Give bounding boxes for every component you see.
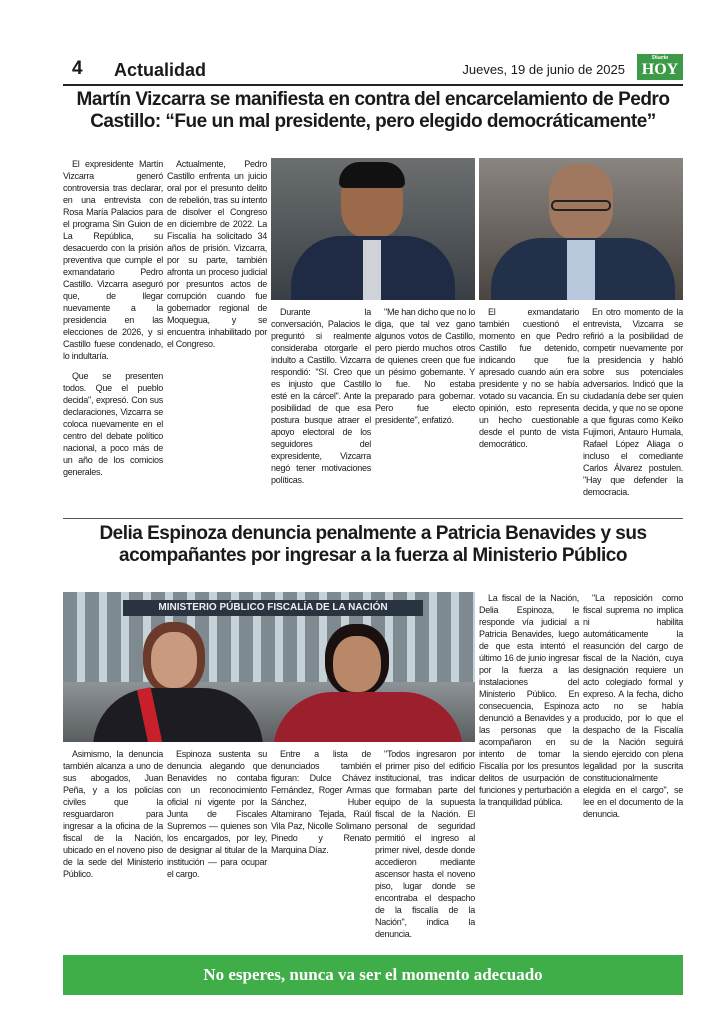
article1-column-1 — [63, 158, 163, 486]
article2-column-3 — [271, 748, 371, 864]
article-divider — [63, 518, 683, 519]
photo-benavides-espinoza — [63, 592, 475, 742]
photo-pedro-castillo — [271, 158, 475, 300]
article2-column-2 — [167, 748, 267, 888]
page-number: 4 — [72, 58, 83, 79]
paragraph: "La reposición como fiscal suprema no implica ni habilita automáticamente la reasunción del cargo de fiscal de la Nación, cuya designación requiere un acto colegiado formal y expreso. A la fecha, dicho acto no se había producido, por lo que el despacho de la Fiscalía de la Nación seguirá siendo ejercido con plena legalidad por la suscrita constitucionalmente elegida en el cargo", se lee en el documento de la denuncia. — [583, 593, 683, 819]
paragraph: Asimismo, la denuncia también alcanza a uno de sus abogados, Juan Peña, y a los policías civiles que la resguardaron para ingresar a la oficina de la fiscal de la Nación, ubicado en el noveno piso de la sede del Ministerio Público. — [63, 749, 163, 879]
paragraph: El exmandatario también cuestionó el momento en que Pedro Castillo fue detenido, indicando que fue apresado cuando aún era presidente y no se había votado su vacancia. En su opinión, esto representa un hecho cuestionable desde el punto de vista democrático. — [479, 307, 579, 449]
diario-hoy-logo[interactable] — [637, 54, 683, 80]
header-rule — [63, 84, 683, 86]
building-sign: MINISTERIO PÚBLICO FISCALÍA DE LA NACIÓN — [123, 600, 423, 616]
logo-small-text: Diario — [651, 55, 669, 61]
article1-headline: Martín Vizcarra se manifiesta en contra del encarcelamiento de Pedro Castillo: “Fue un mal presidente, pero elegido democráticamente” — [76, 89, 670, 132]
article2-column-1 — [63, 748, 163, 888]
paragraph: "Me han dicho que no lo diga, que tal vez gano algunos votos de Castillo, pero pierdo muchos otros de quienes creen que fue un pésimo gobernante. Y lo fue. No estaba preparado para gobernar. Pero fue electo presidente", enfatizó. — [375, 307, 476, 425]
paragraph: Actualmente, Pedro Castillo enfrenta un juicio oral por el presunto delito de rebelión, tras su intento de disolver el Congreso en diciembre de 2022. La Fiscalía ha solicitado 34 años de prisión. Vizcarra, por su parte, también afronta un proceso judicial por presuntos actos de corrupción cuando fue gobernador regional de Moquegua, y se encuentra inhabilitado por el Congreso. — [167, 159, 267, 349]
article1-column-3 — [271, 306, 371, 494]
paragraph: "Todos ingresaron por el primer piso del edificio institucional, tras indicar que formaban parte del equipo de la supuesta fiscal de la Nación. El personal de seguridad permitió el ingreso al primer nivel, desde donde accedieron mediante ascensor hasta el noveno piso, lugar donde se encontraba el despacho de la fiscalía de la Nación", indica la denuncia. — [375, 749, 475, 939]
article1-column-6 — [583, 306, 683, 506]
paragraph: Entre a lista de denunciados también figuran: Dulce Chávez Fernández, Roger Armas Sánchez, Huber Altamirano Tejada, Raúl Vila Paz, Nicolle Solimano Pinedo y Renato Marquina Díaz. — [271, 749, 371, 855]
paragraph: Durante la conversación, Palacios le preguntó si realmente consideraba otorgarle el indulto a Castillo. Vizcarra respondió: "Sí. Creo que es injusto que Castillo esté en la cárcel". Ante la posibilidad de que esa postura busque atraer el apoyo electoral de los seguidores del expresidente, Vizcarra negó tener motivaciones políticas. — [271, 307, 371, 485]
article1-column-2 — [167, 158, 267, 358]
article1-column-5 — [479, 306, 579, 458]
article2-headline: Delia Espinoza denuncia penalmente a Patricia Benavides y sus acompañantes por ingresar a la fuerza al Ministerio Público — [99, 523, 647, 566]
issue-date: Jueves, 19 de junio de 2025 — [462, 62, 625, 77]
article2-column-5 — [479, 592, 579, 816]
article1-column-4 — [375, 306, 475, 434]
paragraph: En otro momento de la entrevista, Vizcarra se refirió a la posibilidad de competir nuevamente por la presidencia y habló sobre sus potenciales adversarios. Indicó que la ciudadanía debe ser quien decida, y que no se opone a que figuras como Keiko Fujimori, Antauro Humala, Rafael López Aliaga o incluso el comediante Carlos Álvarez postulen. "Hay que defender la democracia. — [583, 307, 683, 497]
paragraph: La fiscal de la Nación, Delia Espinoza, le responde vía judicial a Patricia Benavides, luego de que esta intentó el último 16 de junio ingresar por la fuerza a las instalaciones del Ministerio Público. En consecuencia, Espinoza denunció a Benavides y a las personas que la acompañaron en su intento de tomar la Fiscalía por los presuntos delitos de usurpación de funciones y perturbación a la tranquilidad pública. — [479, 593, 579, 807]
section-title: Actualidad — [114, 60, 207, 80]
photo-martin-vizcarra — [479, 158, 683, 300]
paragraph: Espinoza sustenta su denuncia alegando que Benavides no contaba con un reconocimiento oficial ni vigente por la Junta de Fiscales Supremos — quienes son los encargados, por ley, de designar al titular de la institución — para ocupar el cargo. — [167, 749, 267, 879]
paragraph: El expresidente Martín Vizcarra generó controversia tras declarar, en una entrevista con Rosa María Palacios para el programa Sin Guion de La República, su desacuerdo con la prisión preventiva que cumple el exmandatario Pedro Castillo. Vizcarra aseguró que, de llegar nuevamente a la presidencia en las elecciones de 2026, y si Castillo fuese condenado, lo indultaría. — [63, 159, 163, 361]
article2-column-4 — [375, 748, 475, 948]
footer-banner: No esperes, nunca va ser el momento adecuado — [63, 955, 683, 995]
paragraph: Que se presenten todos. Que el pueblo decida", expresó. Con sus declaraciones, Vizcarra se coloca nuevamente en el centro del debate político nacional, a poco más de un año de los comicios generales. — [63, 371, 163, 477]
logo-big-text: HOY — [641, 61, 679, 78]
article2-column-6 — [583, 592, 683, 828]
